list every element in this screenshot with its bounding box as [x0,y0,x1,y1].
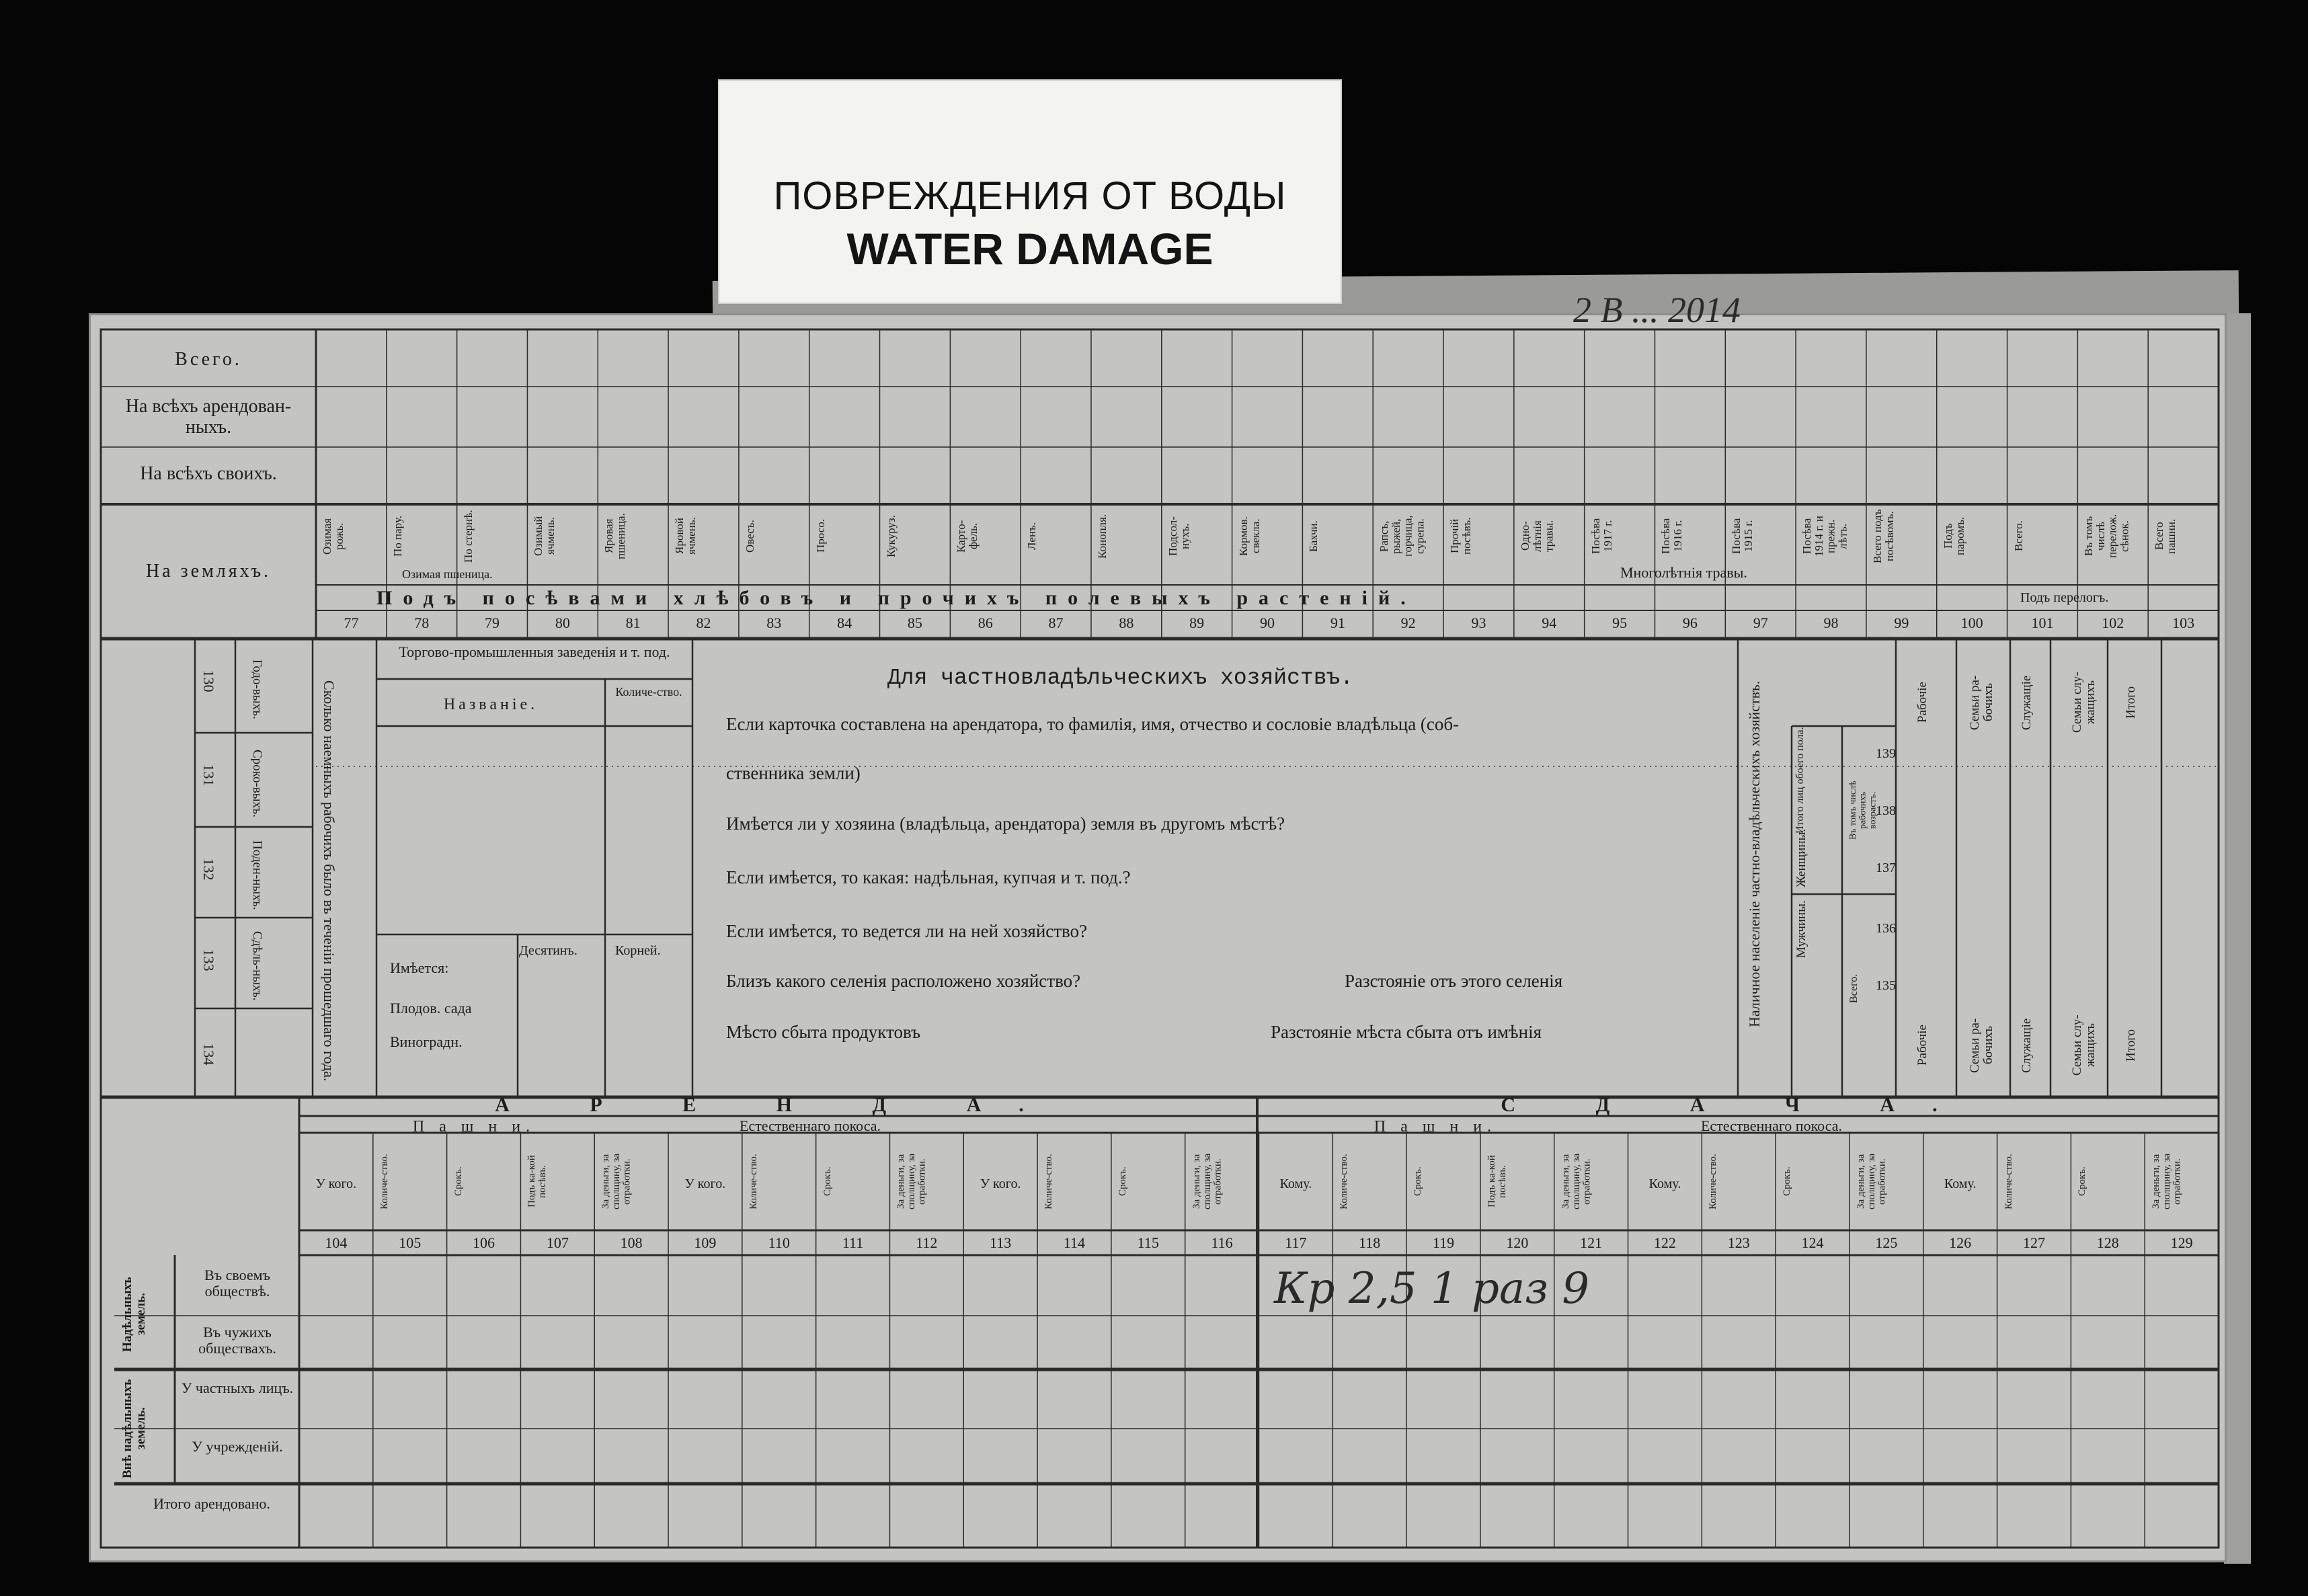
crop-header: Рапсъ, рыжей, горчица, сурепа. [1378,515,1427,557]
num-132: 132 [200,858,217,881]
crop-header: Посѣва 1916 г. [1659,518,1685,555]
crop-header: Всего подъ посѣвомъ. [1870,509,1896,563]
pop-total-both: Итого лиц обоего пола. [1794,727,1806,834]
bottom-col-header: Кому. [1648,1176,1681,1191]
bottom-col-header: За деньги, за сполщину, за отработки. [1191,1153,1224,1210]
rc-worker-families-top: Семьи ра-бочихъ [1968,675,1995,730]
col-number-bottom: 112 [916,1234,938,1251]
private-line-9: Разстоянiе мѣста сбыта отъ имѣнiя [1271,1022,1542,1042]
workers-yearly: Годо-выхъ. [249,659,264,719]
row-institutions: У учрежденiй. [192,1438,283,1455]
crop-header: Въ томъ числѣ перелож. сѣнок. [2082,514,2131,559]
rc-employee-families-top: Семьи слу-жащихъ [2070,672,2098,733]
bottom-col-header: За деньги, за сполщину, за отработки. [1560,1153,1593,1210]
korney-header: Корней. [615,943,661,958]
label-ru: ПОВРЕЖДЕНИЯ ОТ ВОДЫ [773,174,1287,218]
bottom-col-header: Количе-ство. [1339,1154,1350,1209]
col-number-bottom: 106 [473,1234,495,1251]
bottom-col-header: Кому. [1279,1176,1312,1191]
rc-workers-bottom: Рабочiе [1915,1025,1929,1066]
pop-num-139: 139 [1876,746,1896,761]
bottom-col-header: Подъ ка-кой посѣвъ. [1486,1155,1508,1208]
col-number-bottom: 108 [620,1234,643,1251]
row-private-persons: У частныхъ лицъ. [181,1380,294,1396]
col-number-bottom: 113 [990,1234,1012,1251]
arenda-pashni: П а ш н и. [412,1118,536,1135]
col-number-bottom: 115 [1137,1234,1159,1251]
col-number-bottom: 120 [1506,1234,1529,1251]
col-number-top: 83 [766,614,782,631]
enterprises-title: Торгово-промышленныя заведенiя и т. под. [399,643,670,660]
col-number-top: 80 [555,614,570,631]
col-number-bottom: 118 [1359,1234,1381,1251]
col-number-top: 98 [1823,614,1839,631]
workers-daily: Поден-ныхъ. [249,840,264,910]
crop-header: Одно-лѣтнiя травы. [1518,520,1556,553]
group-fallow: Подъ перелогъ. [2020,590,2109,605]
have-label: Имѣется: [390,959,449,976]
col-number-bottom: 119 [1432,1234,1455,1251]
crop-header: Посѣва 1915 г. [1730,518,1755,555]
bottom-col-header: За деньги, за сполщину, за отработки. [1855,1153,1888,1210]
bottom-col-header: У кого. [684,1176,726,1191]
bottom-col-header: Срокъ. [822,1166,833,1197]
col-number-top: 100 [1960,614,1983,631]
col-number-bottom: 128 [2096,1234,2119,1251]
num-134: 134 [200,1043,217,1066]
col-number-top: 95 [1612,614,1628,631]
private-line-4: Если имѣется, то какая: надѣльная, купчая и т. под.? [726,867,1131,887]
desyatin-header: Десятинъ. [519,943,578,958]
label-en: WATER DAMAGE [846,224,1213,274]
bottom-col-header: Подъ ка-кой посѣвъ. [526,1155,549,1208]
col-number-bottom: 110 [768,1234,790,1251]
sdacha-pokos: Естественнаго покоса. [1700,1117,1842,1134]
bottom-col-header: Кому. [1944,1176,1977,1191]
col-number-top: 86 [978,614,993,631]
vineyard-label: Виноградн. [390,1033,463,1050]
bottom-col-header: Количе-ство. [1708,1154,1719,1209]
crop-header: Озимая рожь. [321,518,346,555]
bottom-col-header: Количе-ство. [1043,1154,1055,1209]
crop-header: Яровая пшеница. [602,513,628,559]
crop-header: Подъ паромъ. [1941,516,1966,556]
num-131: 131 [200,764,217,787]
crop-header: Овесъ. [743,520,756,553]
rc-employee-families-bottom: Семьи слу-жащихъ [2070,1014,2098,1076]
pop-num-138: 138 [1876,803,1896,818]
rc-total-bottom: Итого [2124,1029,2138,1062]
sdacha-pashni: П а ш н и. [1374,1118,1497,1135]
crop-header: Прочiй посѣвъ. [1448,517,1473,555]
crop-header: Посѣва 1917 г. [1589,518,1614,555]
crop-header: Всего пашни. [2153,518,2178,554]
pop-num-135: 135 [1876,978,1896,993]
col-number-top: 93 [1471,614,1486,631]
bottom-col-header: Срокъ. [1117,1166,1128,1197]
row-total-rented: Итого арендовано. [153,1495,270,1512]
col-number-top: 87 [1048,614,1064,631]
crop-header: Конопля. [1095,514,1109,559]
enterprises-name-header: Названiе. [443,696,539,713]
col-number-bottom: 122 [1653,1234,1676,1251]
sdacha-title: С Д А Ч А. [1501,1094,1975,1116]
col-number-top: 81 [625,614,641,631]
col-number-bottom: 129 [2170,1234,2193,1251]
handwritten-number: 2 В ... 2014 [1573,290,1741,330]
crop-header: Всего. [2012,520,2025,552]
pop-all: Всего. [1848,973,1860,1003]
crop-header: По стернѣ. [461,510,475,563]
bottom-col-header: Количе-ство. [379,1154,390,1209]
population-caption: Наличное населенiе частно-владѣльческихъ хозяйствъ. [1746,680,1763,1027]
bottom-col-header: Срокъ. [2077,1166,2088,1197]
col-number-top: 99 [1894,614,1909,631]
col-number-bottom: 114 [1063,1234,1086,1251]
rc-employees-top: Служащiе [2020,675,2034,730]
private-line-6: Близъ какого селенiя расположено хозяйство? [726,971,1081,991]
col-number-top: 82 [696,614,711,631]
col-number-top: 90 [1259,614,1275,631]
col-number-bottom: 117 [1285,1234,1307,1251]
crop-header: Ленъ. [1025,522,1039,551]
num-133: 133 [200,949,217,971]
row-own: На всѣхъ своихъ. [140,463,277,484]
col-number-bottom: 125 [1875,1234,1898,1251]
col-number-top: 79 [485,614,500,631]
crop-header: Бахчи. [1307,520,1320,552]
row-other-societies: Въ чужихъ обществахъ. [198,1324,276,1357]
bottom-col-header: Количе-ство. [2003,1154,2014,1209]
enterprises-qty-header: Количе-ство. [615,685,682,699]
crop-header: Посѣва 1914 г. и прежн. лѣтъ. [1800,516,1849,557]
private-line-2: ственника земли) [726,763,861,783]
rc-workers-top: Рабочiе [1915,682,1929,723]
private-line-5: Если имѣется, то ведется ли на ней хозяйство? [726,921,1088,941]
crop-header: Подсол-нухъ. [1166,516,1191,556]
col-number-top: 97 [1753,614,1768,631]
pop-men: Мужчины. [1794,900,1808,958]
bottom-col-header: Количе-ство. [748,1154,759,1209]
pop-num-137: 137 [1876,861,1896,875]
arenda-title: А Р Е Н Д А. [495,1094,1062,1116]
col-number-top: 78 [414,614,430,631]
col-number-bottom: 123 [1727,1234,1750,1251]
col-number-top: 85 [907,614,922,631]
nadel-lands: Надѣльныхъ земель. [120,1277,148,1352]
vne-nadel-lands: Внѣ надѣльныхъ земель. [120,1379,148,1478]
bottom-col-header: Срокъ. [1782,1166,1793,1197]
rc-employees-bottom: Служащiе [2020,1018,2034,1073]
handwritten-entry: Кр 2,5 1 раз 9 [1274,1264,1590,1314]
row-on-lands: На земляхъ. [145,561,272,582]
bottom-col-header: Срокъ. [452,1166,464,1197]
col-number-bottom: 104 [325,1234,348,1251]
col-number-top: 96 [1682,614,1698,631]
workers-piece: Сдѣль-ныхъ. [249,931,264,1001]
crop-header: По пару. [391,516,404,557]
private-line-1: Если карточка составлена на арендатора, то фамилiя, имя, отчество и сословiе владѣльца (соб- [726,714,1460,734]
workers-caption: Сколько наемныхъ рабочихъ было въ теченiи прошедшаго года. [321,680,338,1082]
col-number-top: 84 [837,614,852,631]
row-own-society: Въ своемъ обществѣ. [204,1267,270,1300]
bottom-col-header: За деньги, за сполщину, за отработки. [600,1153,633,1210]
pop-incl-workers: Въ томъ числѣ рабочихъ возрастъ. [1848,781,1878,840]
crop-header: Яровой ячмень. [673,517,698,555]
arenda-pokos: Естественнаго покоса. [739,1117,881,1134]
col-number-bottom: 121 [1580,1234,1603,1251]
col-number-bottom: 111 [842,1234,864,1251]
private-title: Для частновладѣльческихъ хозяйствъ. [887,666,1354,690]
col-number-bottom: 124 [1801,1234,1824,1251]
num-130: 130 [200,670,217,692]
rc-total-top: Итого [2124,686,2138,719]
private-line-8: Мѣсто сбыта продуктовъ [726,1022,921,1042]
col-number-top: 102 [2102,614,2124,631]
workers-term: Сроко-выхъ. [249,750,264,817]
row-rented: На всѣхъ арендован-ныхъ. [125,396,292,438]
col-number-top: 101 [2031,614,2054,631]
col-number-bottom: 107 [546,1234,569,1251]
pop-num-136: 136 [1876,921,1896,936]
pop-women: Женщины. [1794,828,1808,887]
crop-header: Кукуруз. [884,515,898,557]
bottom-col-header: За деньги, за сполщину, за отработки. [2151,1153,2183,1210]
col-number-top: 77 [344,614,359,631]
crop-header: Кормов. свекла. [1236,516,1262,556]
col-number-top: 92 [1400,614,1416,631]
crop-header: Просо. [813,519,827,553]
private-line-7: Разстоянiе отъ этого селенiя [1345,971,1563,991]
group-winter-wheat: Озимая пшеница. [402,567,493,581]
bottom-col-header: Срокъ. [1412,1166,1424,1197]
col-number-bottom: 109 [694,1234,717,1251]
under-crops-band: Подъ посѣвами хлѣбовъ и прочихъ полевыхъ растенiй. [376,587,1417,609]
col-number-bottom: 116 [1211,1234,1233,1251]
crop-header: Карто-фель. [955,520,980,553]
col-number-top: 89 [1189,614,1205,631]
bottom-col-header: За деньги, за сполщину, за отработки. [896,1153,928,1210]
private-line-3: Имѣется ли у хозяина (владѣльца, арендатора) земля въ другомъ мѣстѣ? [726,813,1285,834]
col-number-bottom: 105 [399,1234,422,1251]
group-perennial: Многолѣтнiя травы. [1620,564,1747,581]
bottom-col-header: У кого. [315,1176,357,1191]
bottom-col-header: У кого. [980,1176,1021,1191]
col-number-bottom: 127 [2022,1234,2045,1251]
col-number-top: 103 [2172,614,2195,631]
col-number-top: 91 [1330,614,1345,631]
crop-header: Озимый ячмень. [532,516,557,557]
garden-label: Плодов. сада [390,1000,472,1016]
col-number-top: 88 [1119,614,1134,631]
row-total: Всего. [175,349,242,370]
rc-worker-families-bottom: Семьи ра-бочихъ [1968,1018,1995,1073]
col-number-top: 94 [1542,614,1557,631]
col-number-bottom: 126 [1949,1234,1972,1251]
